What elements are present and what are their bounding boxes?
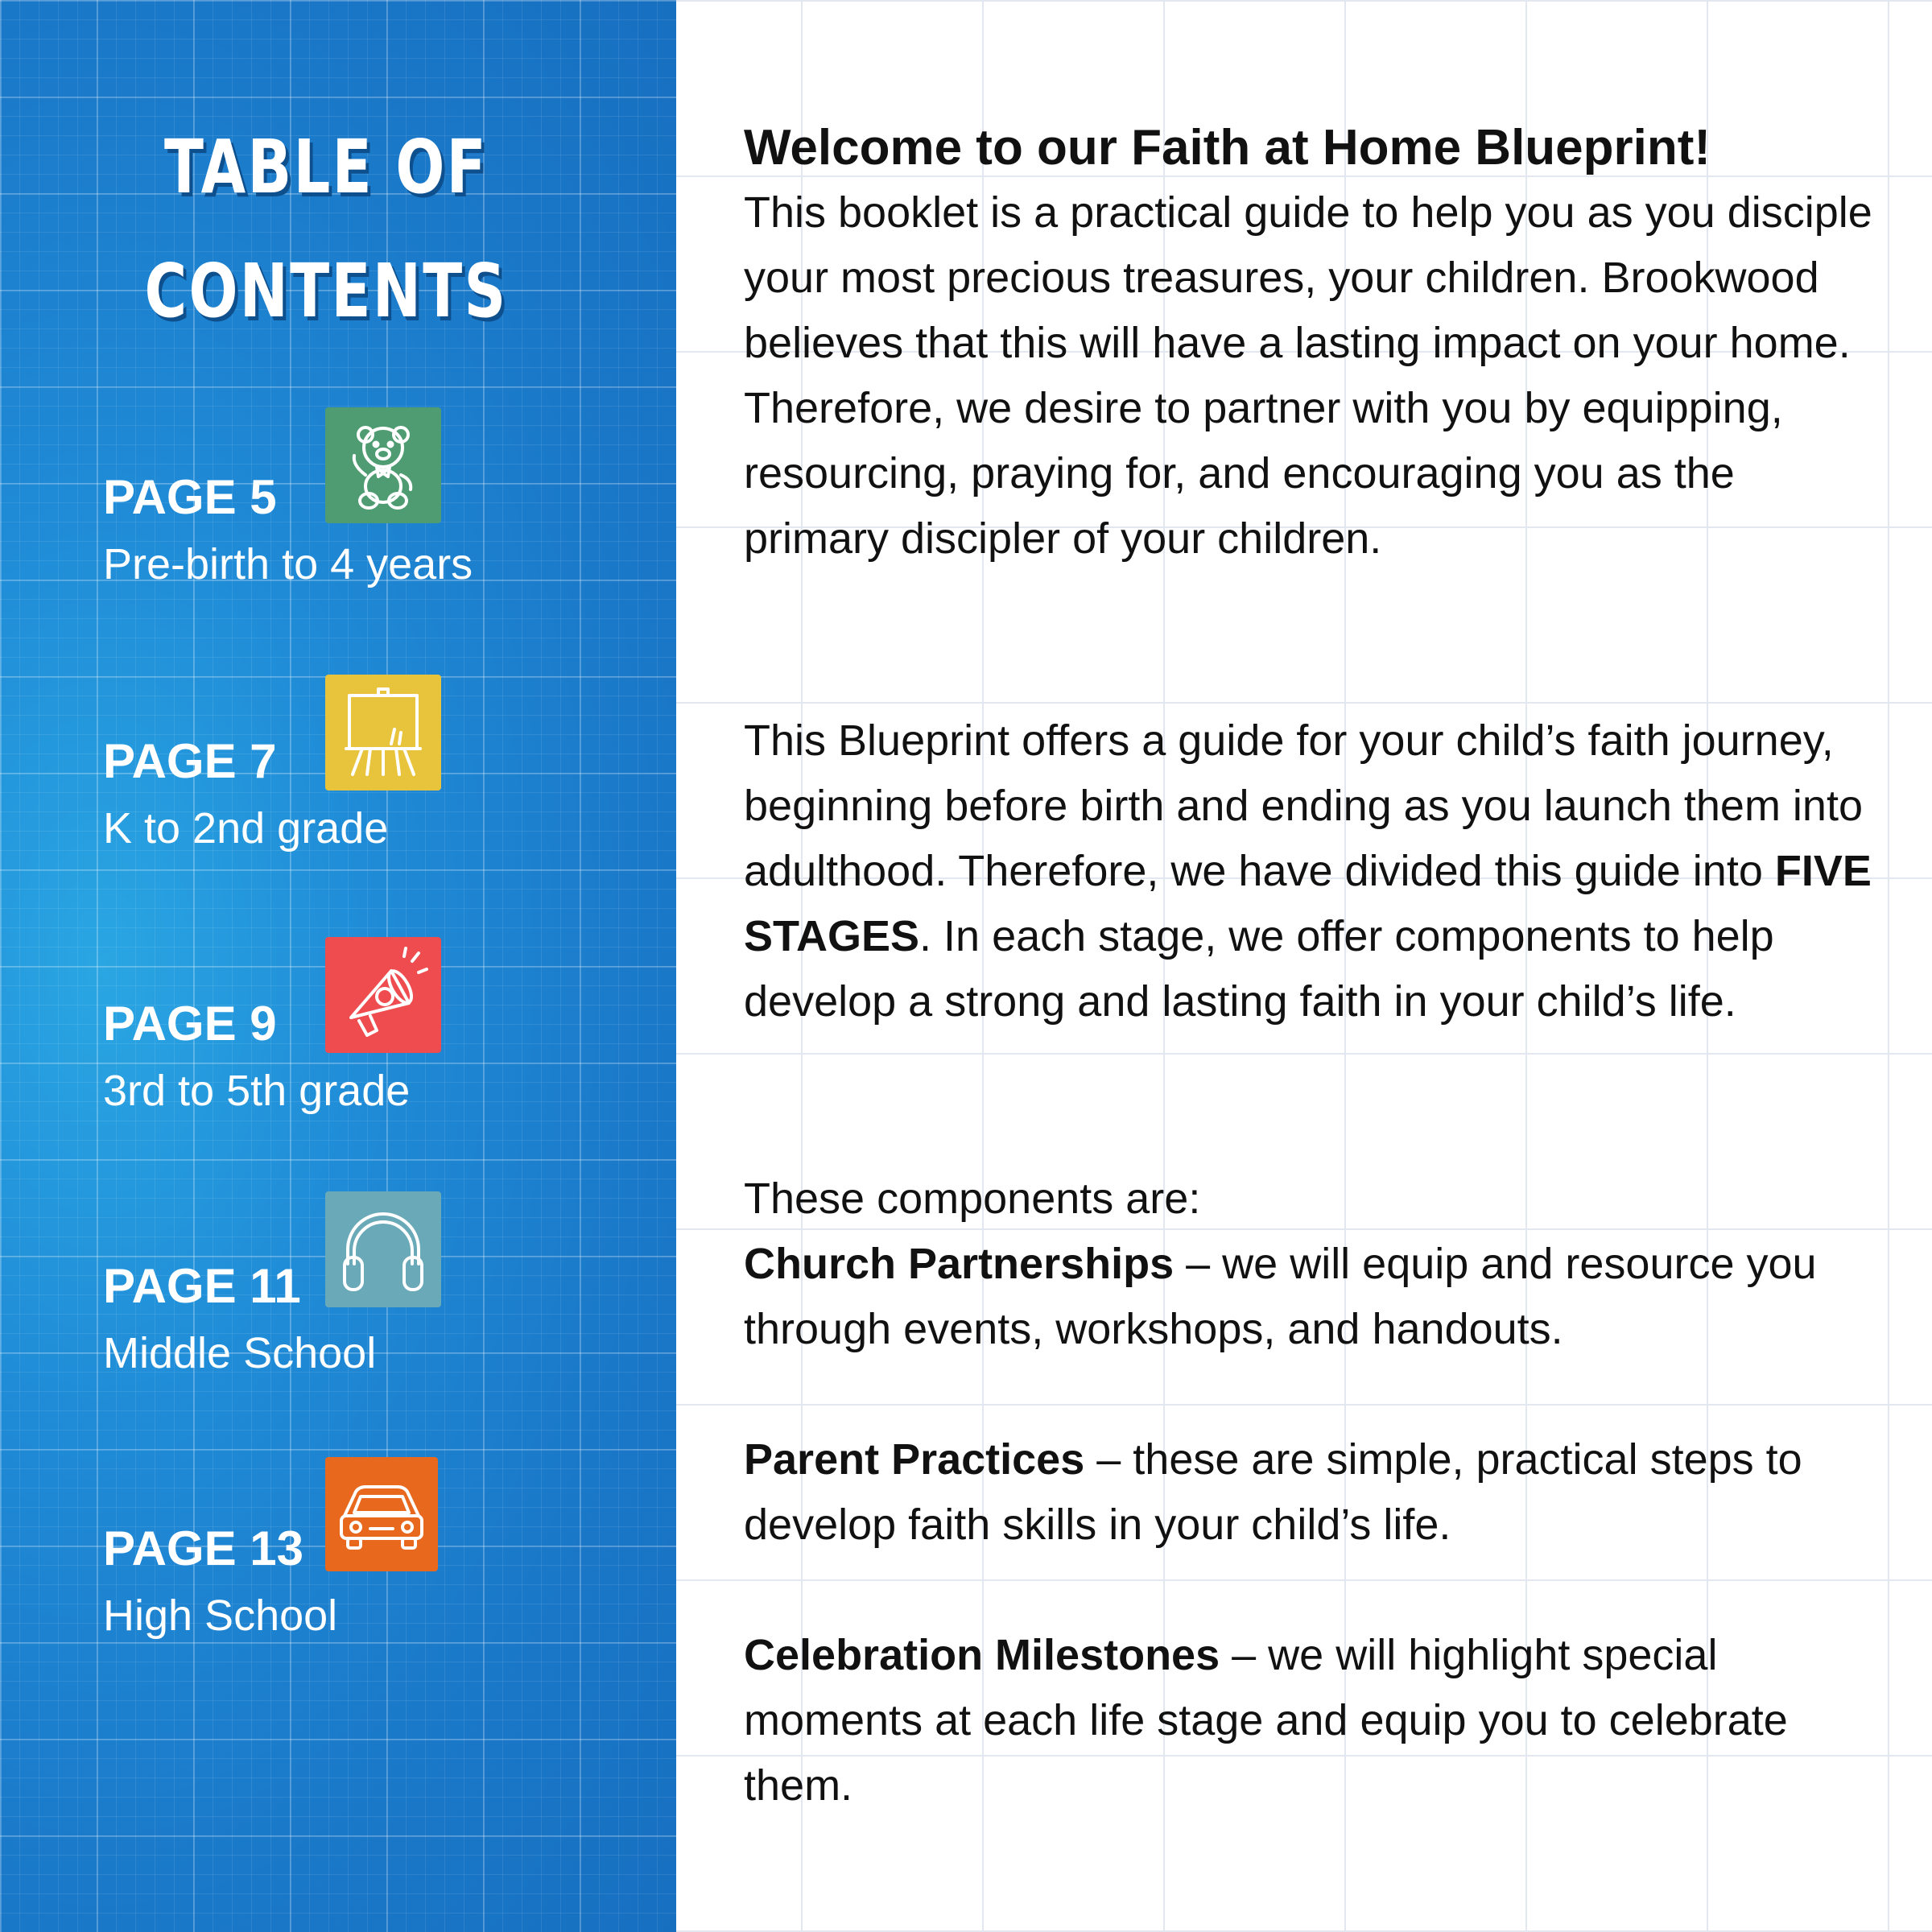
toc-entry-page-13[interactable]	[103, 1521, 338, 1640]
component-parent-practices	[744, 1427, 1887, 1558]
component-description: – these are simple, practical steps to develop faith skills in your child’s life.	[744, 1435, 1802, 1549]
component-title: Celebration Milestones	[744, 1631, 1220, 1679]
component-parent-practices-block	[744, 1427, 1887, 1558]
toc-stage-label: Middle School	[103, 1329, 377, 1377]
component-church-partnerships	[744, 1232, 1887, 1362]
car-icon	[325, 1457, 438, 1571]
toc-entry-page-11[interactable]	[103, 1259, 377, 1377]
components-intro: These components are:	[744, 1174, 1201, 1223]
toc-stage-label: K to 2nd grade	[103, 804, 389, 852]
five-stages-emphasis: FIVE STAGES	[744, 847, 1872, 960]
toc-stage-label: Pre-birth to 4 years	[103, 540, 473, 588]
component-celebration-milestones	[744, 1623, 1887, 1818]
intro-paragraph: This booklet is a practical guide to help you as you disciple your most precious treasures, your children. Brookwood believes that this will have a lasting impact on your home. Therefore, we desire to partner with you by equipping, resourcing, praying for, and encouraging you as the primary discipler of your children.	[744, 188, 1872, 563]
toc-page-label: PAGE 5	[103, 470, 277, 524]
components-section	[744, 1166, 1887, 1362]
stages-paragraph	[744, 708, 1887, 1034]
intro-section	[744, 115, 1887, 572]
component-celebration-milestones-block	[744, 1623, 1887, 1818]
stages-text-after: . In each stage, we offer components to help develop a strong and lasting faith in your child’s life.	[744, 912, 1774, 1026]
toc-stage-label: High School	[103, 1591, 338, 1640]
table-of-contents-panel	[0, 0, 676, 1932]
welcome-heading: Welcome to our Faith at Home Blueprint!	[744, 120, 1711, 175]
toc-stage-label: 3rd to 5th grade	[103, 1067, 411, 1115]
toc-title-line2: CONTENTS	[144, 248, 508, 334]
toc-page-label: PAGE 7	[103, 734, 277, 788]
toc-page-label: PAGE 13	[103, 1521, 303, 1575]
toc-entry-page-7[interactable]	[103, 734, 389, 852]
toc-page-label: PAGE 9	[103, 997, 277, 1051]
component-description: – we will equip and resource you through events, workshops, and handouts.	[744, 1240, 1817, 1353]
stages-text-before: This Blueprint offers a guide for your child’s faith journey, beginning before birth and ending as you launch them into adulthood. Therefore, we have divided this guide into	[744, 716, 1863, 895]
toc-title-line1: TABLE OF	[163, 124, 489, 210]
component-description: – we will highlight special moments at each life stage and equip you to celebrate them.	[744, 1631, 1788, 1810]
toc-page-label: PAGE 11	[103, 1259, 301, 1313]
toc-entry-page-5[interactable]	[103, 470, 473, 588]
component-title: Church Partnerships	[744, 1240, 1174, 1288]
toc-entry-page-9[interactable]	[103, 997, 411, 1115]
stages-section	[744, 708, 1887, 1034]
component-title: Parent Practices	[744, 1435, 1085, 1484]
